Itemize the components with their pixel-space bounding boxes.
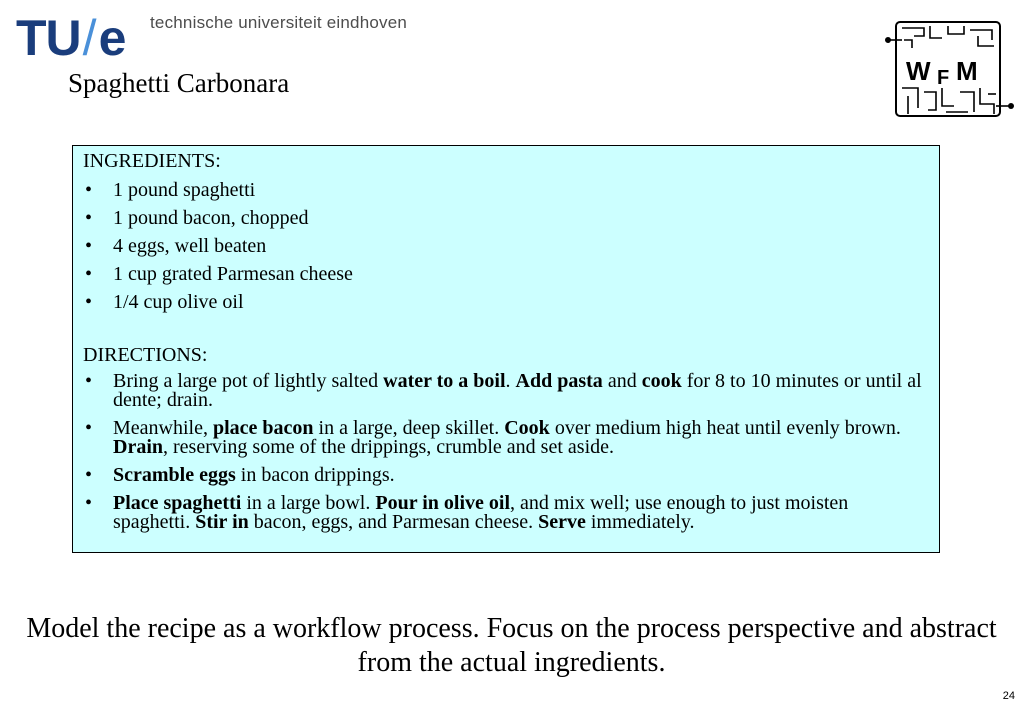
direction-text: in bacon drippings. bbox=[235, 464, 395, 486]
direction-text: immediately. bbox=[585, 511, 695, 533]
direction-action: Drain bbox=[113, 436, 163, 458]
wfm-logo-f: F bbox=[937, 67, 950, 89]
direction-text: in a large, deep skillet. bbox=[313, 417, 505, 439]
direction-text: , and mix well; use enough to just moisten spaghetti. bbox=[113, 492, 849, 533]
direction-action: Cook bbox=[504, 417, 550, 439]
ingredient-item bbox=[83, 206, 929, 234]
directions-heading: DIRECTIONS: bbox=[83, 344, 208, 366]
tue-logo-tu: TU bbox=[16, 10, 81, 66]
direction-text: for 8 to 10 minutes or until al dente; drain. bbox=[113, 370, 922, 411]
bullet: • bbox=[85, 291, 93, 313]
ingredient-text: 1 pound bacon, chopped bbox=[113, 207, 309, 229]
direction-step bbox=[83, 419, 929, 457]
wfm-logo-w: W bbox=[906, 56, 931, 86]
direction-action: place bacon bbox=[212, 417, 314, 439]
ingredients-heading: INGREDIENTS: bbox=[83, 150, 221, 172]
tue-logo-slash: / bbox=[82, 10, 97, 66]
directions-list bbox=[83, 372, 929, 532]
bullet: • bbox=[85, 370, 93, 392]
direction-action: Add pasta bbox=[515, 370, 603, 392]
ingredients-list bbox=[83, 178, 929, 318]
ingredient-item bbox=[83, 290, 929, 318]
direction-text: and bbox=[602, 370, 642, 392]
direction-step bbox=[83, 372, 929, 410]
page-number: 24 bbox=[1002, 690, 1015, 702]
tue-logo-e: e bbox=[98, 10, 127, 66]
bullet: • bbox=[85, 207, 93, 229]
bullet: • bbox=[85, 263, 93, 285]
wfm-logo-icon bbox=[884, 18, 1016, 122]
wfm-logo-m: M bbox=[956, 56, 978, 86]
bullet: • bbox=[85, 417, 93, 439]
direction-text: in a large bowl. bbox=[241, 492, 376, 514]
ingredient-item bbox=[83, 234, 929, 262]
direction-action: cook bbox=[641, 370, 682, 392]
direction-text: Meanwhile, bbox=[113, 417, 213, 439]
direction-text: , reserving some of the drippings, crumble and set aside. bbox=[163, 436, 614, 458]
ingredient-item bbox=[83, 262, 929, 290]
bullet: • bbox=[85, 492, 93, 514]
university-name: technische universiteit eindhoven bbox=[150, 13, 408, 32]
slide-title: Spaghetti Carbonara bbox=[68, 68, 290, 98]
direction-text: Bring a large pot of lightly salted bbox=[113, 370, 384, 392]
ingredient-text: 1 cup grated Parmesan cheese bbox=[113, 263, 353, 285]
ingredient-item bbox=[83, 178, 929, 206]
direction-action: Place spaghetti bbox=[113, 492, 242, 514]
bullet: • bbox=[85, 179, 93, 201]
ingredient-text: 1 pound spaghetti bbox=[113, 179, 256, 201]
bullet: • bbox=[85, 464, 93, 486]
direction-text: bacon, eggs, and Parmesan cheese. bbox=[248, 511, 539, 533]
direction-action: Stir in bbox=[195, 511, 249, 533]
recipe-box bbox=[72, 145, 940, 553]
ingredient-text: 1/4 cup olive oil bbox=[113, 291, 244, 313]
direction-action: Pour in olive oil bbox=[375, 492, 510, 514]
direction-action: Scramble eggs bbox=[113, 464, 236, 486]
direction-action: water to a boil bbox=[383, 370, 506, 392]
ingredient-text: 4 eggs, well beaten bbox=[113, 235, 267, 257]
direction-text: over medium high heat until evenly brown. bbox=[549, 417, 901, 439]
task-statement: Model the recipe as a workflow process. Focus on the process perspective and abstract from the actual ingredients. bbox=[26, 613, 997, 678]
direction-step bbox=[83, 466, 929, 485]
tue-logo bbox=[16, 10, 127, 68]
direction-action: Serve bbox=[538, 511, 586, 533]
direction-text: . bbox=[505, 370, 516, 392]
direction-step bbox=[83, 494, 929, 532]
bullet: • bbox=[85, 235, 93, 257]
